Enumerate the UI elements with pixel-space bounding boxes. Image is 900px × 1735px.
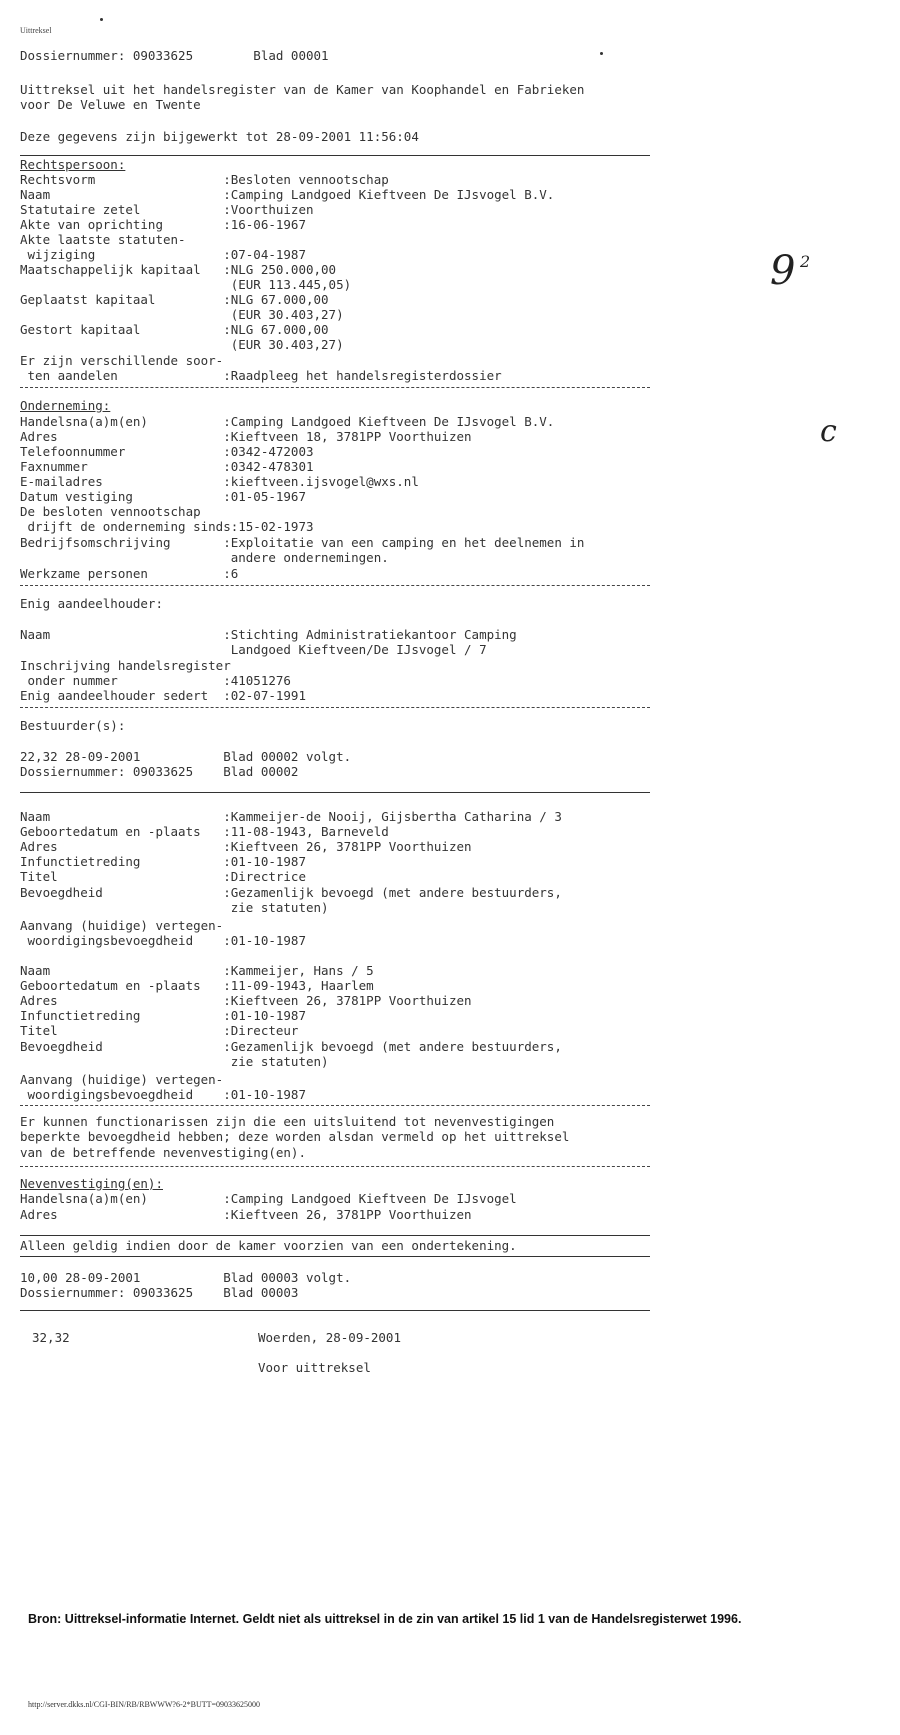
field-row: Bevoegdheid :Gezamenlijk bevoegd (met andere bestuurders,: [20, 885, 562, 900]
updated-line: Deze gegevens zijn bijgewerkt tot 28-09-2001 11:56:04: [20, 129, 419, 144]
page-break-line: Dossiernummer: 09033625 Blad 00003: [20, 1285, 299, 1300]
field-row: wijziging :07-04-1987: [20, 247, 306, 262]
field-row: andere ondernemingen.: [20, 550, 389, 565]
field-row: Naam :Camping Landgoed Kieftveen De IJsvogel B.V.: [20, 187, 555, 202]
dashed-separator: [20, 585, 650, 586]
field-row: Akte van oprichting :16-06-1967: [20, 217, 306, 232]
field-row: (EUR 30.403,27): [20, 307, 344, 322]
field-row: Landgoed Kieftveen/De IJsvogel / 7: [20, 642, 487, 657]
validity-notice: Alleen geldig indien door de kamer voorzien van een ondertekening.: [20, 1238, 517, 1253]
top-label: Uittreksel: [20, 26, 52, 35]
separator: [20, 1256, 650, 1257]
field-row: Bevoegdheid :Gezamenlijk bevoegd (met andere bestuurders,: [20, 1039, 562, 1054]
section-heading-rechtspersoon: Rechtspersoon:: [20, 157, 126, 172]
field-row: De besloten vennootschap: [20, 504, 201, 519]
field-row: Faxnummer :0342-478301: [20, 459, 314, 474]
field-row: Er zijn verschillende soor-: [20, 353, 224, 368]
handwritten-mark: 9: [770, 248, 796, 294]
section-heading-bestuurders: Bestuurder(s):: [20, 718, 126, 733]
field-row: Telefoonnummer :0342-472003: [20, 444, 314, 459]
page-separator: [20, 1310, 650, 1311]
scan-speck: [100, 18, 103, 21]
field-row: Titel :Directeur: [20, 1023, 299, 1038]
field-row: ten aandelen :Raadpleeg het handelsregisterdossier: [20, 368, 502, 383]
signature-place-date: Woerden, 28-09-2001: [258, 1330, 401, 1345]
field-row: Adres :Kieftveen 26, 3781PP Voorthuizen: [20, 839, 472, 854]
section-heading-aandeelhouder: Enig aandeelhouder:: [20, 596, 163, 611]
field-row: Infunctietreding :01-10-1987: [20, 854, 306, 869]
field-row: Handelsna(a)m(en) :Camping Landgoed Kieftveen De IJsvogel B.V.: [20, 414, 555, 429]
note-line: beperkte bevoegdheid hebben; deze worden alsdan vermeld op het uittreksel: [20, 1129, 570, 1144]
field-row: Werkzame personen :6: [20, 566, 239, 581]
field-row: onder nummer :41051276: [20, 673, 291, 688]
field-row: zie statuten): [20, 1054, 329, 1069]
scan-speck: [600, 52, 603, 55]
field-row: drijft de onderneming sinds:15-02-1973: [20, 519, 314, 534]
field-row: Geplaatst kapitaal :NLG 67.000,00: [20, 292, 329, 307]
section-heading-nevenvestiging: Nevenvestiging(en):: [20, 1176, 163, 1191]
field-row: Statutaire zetel :Voorthuizen: [20, 202, 314, 217]
separator: [20, 155, 650, 156]
field-row: Adres :Kieftveen 18, 3781PP Voorthuizen: [20, 429, 472, 444]
field-row: Datum vestiging :01-05-1967: [20, 489, 306, 504]
field-row: E-mailadres :kieftveen.ijsvogel@wxs.nl: [20, 474, 419, 489]
field-row: woordigingsbevoegdheid :01-10-1987: [20, 933, 306, 948]
page-break-line: Dossiernummer: 09033625 Blad 00002: [20, 764, 299, 779]
source-note: Bron: Uittreksel-informatie Internet. Geldt niet als uittreksel in de zin van artikel 15 lid 1 van de Handelsregisterwet 1996.: [28, 1612, 742, 1626]
field-row: woordigingsbevoegdheid :01-10-1987: [20, 1087, 306, 1102]
page-break-line: 10,00 28-09-2001 Blad 00003 volgt.: [20, 1270, 352, 1285]
page-break-line: 22,32 28-09-2001 Blad 00002 volgt.: [20, 749, 352, 764]
signature-code: 32,32: [32, 1330, 70, 1345]
dashed-separator: [20, 1105, 650, 1106]
field-row: Akte laatste statuten-: [20, 232, 186, 247]
field-row: Inschrijving handelsregister: [20, 658, 231, 673]
field-row: Gestort kapitaal :NLG 67.000,00: [20, 322, 329, 337]
field-row: Adres :Kieftveen 26, 3781PP Voorthuizen: [20, 993, 472, 1008]
field-row: Infunctietreding :01-10-1987: [20, 1008, 306, 1023]
field-row: Geboortedatum en -plaats :11-08-1943, Barneveld: [20, 824, 389, 839]
field-row: Maatschappelijk kapitaal :NLG 250.000,00: [20, 262, 337, 277]
title-line-2: voor De Veluwe en Twente: [20, 97, 201, 112]
dashed-separator: [20, 707, 650, 708]
field-row: Naam :Kammeijer-de Nooij, Gijsbertha Catharina / 3: [20, 809, 562, 824]
field-row: zie statuten): [20, 900, 329, 915]
signature-label: Voor uittreksel: [258, 1360, 371, 1375]
note-line: van de betreffende nevenvestiging(en).: [20, 1145, 306, 1160]
separator: [20, 1235, 650, 1236]
field-row: (EUR 30.403,27): [20, 337, 344, 352]
field-row: Naam :Kammeijer, Hans / 5: [20, 963, 374, 978]
dashed-separator: [20, 1166, 650, 1167]
field-row: Adres :Kieftveen 26, 3781PP Voorthuizen: [20, 1207, 472, 1222]
field-row: Geboortedatum en -plaats :11-09-1943, Haarlem: [20, 978, 374, 993]
note-line: Er kunnen functionarissen zijn die een uitsluitend tot nevenvestigingen: [20, 1114, 555, 1129]
dossier-line: Dossiernummer: 09033625 Blad 00001: [20, 48, 329, 63]
dashed-separator: [20, 387, 650, 388]
field-row: Titel :Directrice: [20, 869, 306, 884]
field-row: Handelsna(a)m(en) :Camping Landgoed Kieftveen De IJsvogel: [20, 1191, 517, 1206]
source-url: http://server.dkks.nl/CGI-BIN/RB/RBWWW?6-2*BUTT=09033625000: [28, 1700, 261, 1709]
section-heading-onderneming: Onderneming:: [20, 398, 111, 413]
field-row: Enig aandeelhouder sedert :02-07-1991: [20, 688, 306, 703]
handwritten-mark-suffix: 2: [800, 252, 811, 271]
handwritten-mark: c: [820, 414, 837, 449]
field-row: (EUR 113.445,05): [20, 277, 352, 292]
field-row: Naam :Stichting Administratiekantoor Camping: [20, 627, 517, 642]
field-row: Bedrijfsomschrijving :Exploitatie van een camping en het deelnemen in: [20, 535, 585, 550]
field-row: Rechtsvorm :Besloten vennootschap: [20, 172, 389, 187]
title-line-1: Uittreksel uit het handelsregister van de Kamer van Koophandel en Fabrieken: [20, 82, 585, 97]
page-separator: [20, 792, 650, 793]
field-row: Aanvang (huidige) vertegen-: [20, 918, 224, 933]
field-row: Aanvang (huidige) vertegen-: [20, 1072, 224, 1087]
